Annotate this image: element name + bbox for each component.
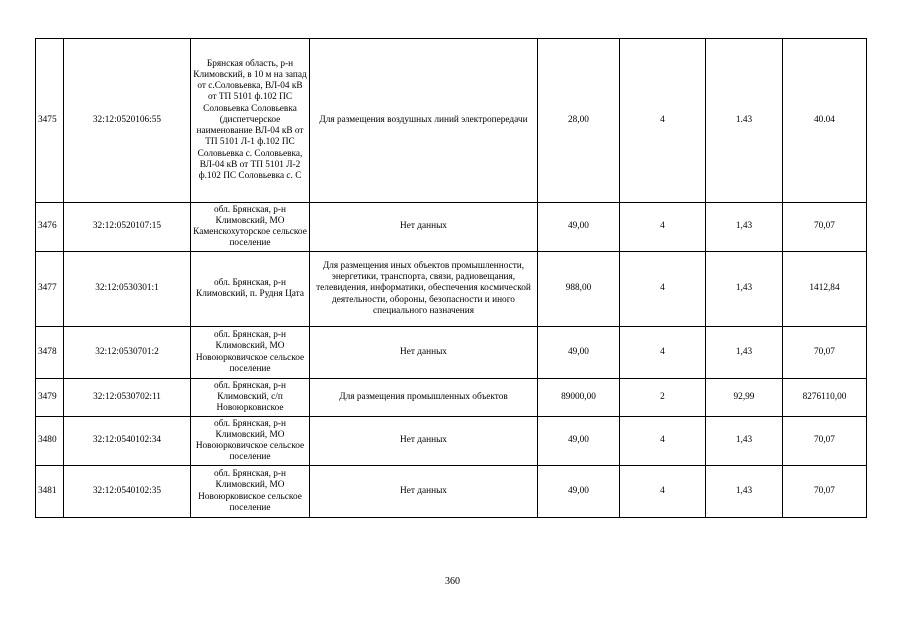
- area-cell: 28,00: [538, 39, 620, 203]
- rate-cell: 1,43: [706, 252, 783, 327]
- value-cell: 70,07: [783, 327, 867, 379]
- row-number: 3477: [36, 252, 64, 327]
- value-cell: 70,07: [783, 466, 867, 518]
- address-cell: обл. Брянская, р-н Климовский, п. Рудня Цата: [191, 252, 310, 327]
- table-row: [36, 252, 867, 327]
- group-cell: 4: [620, 417, 706, 466]
- cadastral-number: 32:12:0530301:1: [64, 252, 191, 327]
- group-cell: 2: [620, 379, 706, 417]
- row-number: 3475: [36, 39, 64, 203]
- rate-cell: 1,43: [706, 466, 783, 518]
- cadastral-table: [35, 38, 867, 518]
- value-cell: 70,07: [783, 203, 867, 252]
- purpose-cell: Нет данных: [310, 203, 538, 252]
- area-cell: 988,00: [538, 252, 620, 327]
- rate-cell: 92,99: [706, 379, 783, 417]
- cadastral-number: 32:12:0540102:35: [64, 466, 191, 518]
- purpose-cell: Для размещения иных объектов промышленности, энергетики, транспорта, связи, радиовещания, телевидения, информатики, обеспечения космической деятельности, обороны, безопасности и иного специального назначения: [310, 252, 538, 327]
- cadastral-number: 32:12:0520106:55: [64, 39, 191, 203]
- group-cell: 4: [620, 327, 706, 379]
- purpose-cell: Нет данных: [310, 417, 538, 466]
- table-row: [36, 379, 867, 417]
- value-cell: 8276110,00: [783, 379, 867, 417]
- cadastral-number: 32:12:0530701:2: [64, 327, 191, 379]
- group-cell: 4: [620, 252, 706, 327]
- group-cell: 4: [620, 203, 706, 252]
- address-cell: обл. Брянская, р-н Климовский, с/п Новоюрковиское: [191, 379, 310, 417]
- cadastral-number: 32:12:0520107:15: [64, 203, 191, 252]
- purpose-cell: Нет данных: [310, 466, 538, 518]
- page-number: 360: [445, 576, 460, 587]
- area-cell: 49,00: [538, 203, 620, 252]
- purpose-cell: Для размещения воздушных линий электропередачи: [310, 39, 538, 203]
- row-number: 3481: [36, 466, 64, 518]
- table-row: [36, 327, 867, 379]
- value-cell: 1412,84: [783, 252, 867, 327]
- row-number: 3480: [36, 417, 64, 466]
- address-cell: обл. Брянская, р-н Климовский, МО Новоюрковичское сельское поселение: [191, 327, 310, 379]
- cadastral-number: 32:12:0540102:34: [64, 417, 191, 466]
- table-row: [36, 203, 867, 252]
- area-cell: 49,00: [538, 417, 620, 466]
- rate-cell: 1,43: [706, 417, 783, 466]
- group-cell: 4: [620, 466, 706, 518]
- row-number: 3479: [36, 379, 64, 417]
- group-cell: 4: [620, 39, 706, 203]
- area-cell: 89000,00: [538, 379, 620, 417]
- purpose-cell: Нет данных: [310, 327, 538, 379]
- value-cell: 40.04: [783, 39, 867, 203]
- row-number: 3478: [36, 327, 64, 379]
- address-cell: обл. Брянская, р-н Климовский, МО Новоюрковичское сельское поселение: [191, 417, 310, 466]
- value-cell: 70,07: [783, 417, 867, 466]
- rate-cell: 1.43: [706, 39, 783, 203]
- purpose-cell: Для размещения промышленных объектов: [310, 379, 538, 417]
- row-number: 3476: [36, 203, 64, 252]
- address-cell: обл. Брянская, р-н Климовский, МО Новоюрковиское сельское поселение: [191, 466, 310, 518]
- area-cell: 49,00: [538, 466, 620, 518]
- table-row: [36, 466, 867, 518]
- address-cell: обл. Брянская, р-н Климовский, МО Каменскохуторское сельское поселение: [191, 203, 310, 252]
- area-cell: 49,00: [538, 327, 620, 379]
- rate-cell: 1,43: [706, 327, 783, 379]
- cadastral-number: 32:12:0530702:11: [64, 379, 191, 417]
- rate-cell: 1,43: [706, 203, 783, 252]
- table-row: [36, 417, 867, 466]
- table-row: [36, 39, 867, 203]
- address-cell: Брянская область, р-н Климовский, в 10 м на запад от с.Соловьевка, ВЛ-04 кВ от ТП 5101 ф.102 ПС Соловьевка Соловьевка (диспетчерское наименование ВЛ-04 кВ от ТП 5101 Л-1 ф.102 ПС Соловьевка с. Соловьевка, ВЛ-04 кВ от ТП 5101 Л-2 ф.102 ПС Соловьевка с. С: [191, 39, 310, 203]
